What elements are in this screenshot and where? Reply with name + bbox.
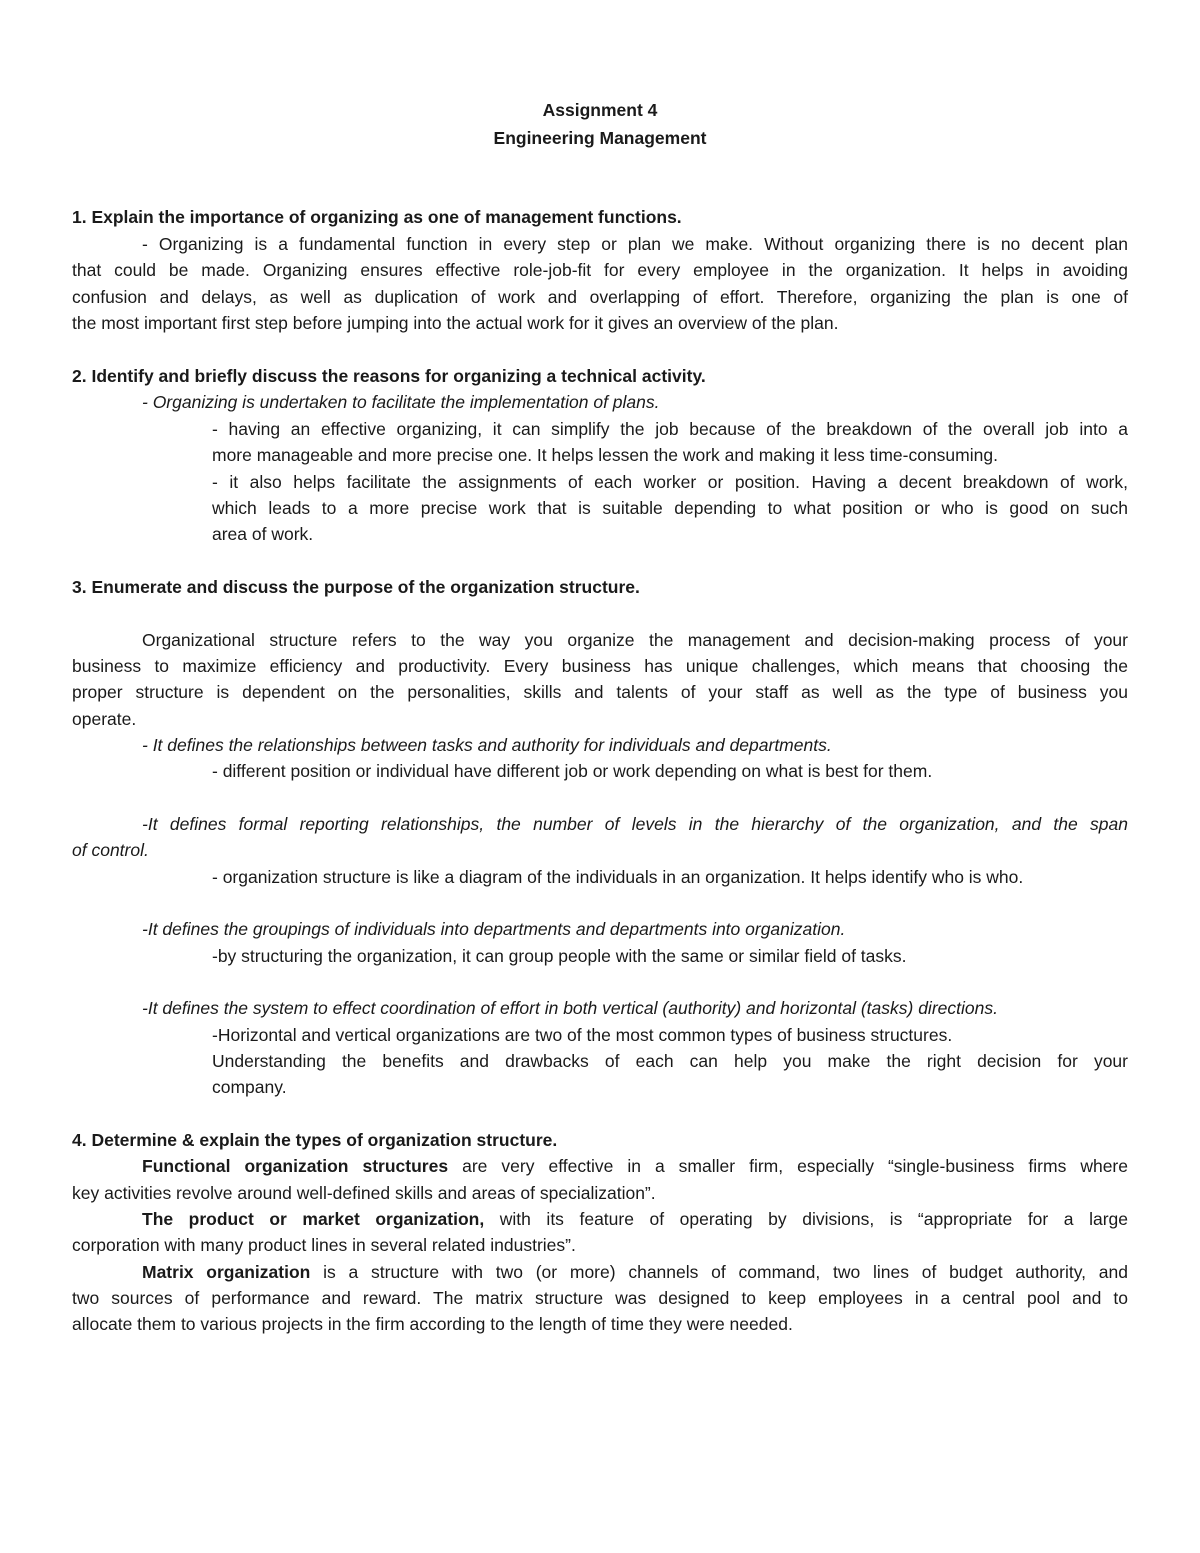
q4-functional-desc: are very effective in a smaller firm, especially “single-business firms where	[448, 1156, 1128, 1176]
q3-intro-line: business to maximize efficiency and productivity. Every business has unique challenges, which means that choosing the	[72, 656, 1128, 676]
q2-answer-line: - it also helps facilitate the assignments of each worker or position. Having a decent breakdown of work,	[212, 472, 1128, 492]
q3-point-4-line: -Horizontal and vertical organizations are two of the most common types of business structures.	[212, 1025, 953, 1045]
question-1: 1. Explain the importance of organizing as one of management functions.	[72, 207, 682, 227]
document-subtitle: Engineering Management	[493, 128, 707, 148]
q3-point-1-text: - different position or individual have different job or work depending on what is best for them.	[212, 761, 933, 781]
q3-intro-line: Organizational structure refers to the way you organize the management and decision-making process of your	[142, 630, 1128, 650]
document-title: Assignment 4	[542, 100, 658, 120]
q3-point-4-line: company.	[212, 1077, 287, 1097]
q3-point-3-italic: -It defines the groupings of individuals into departments and departments into organization.	[142, 919, 846, 939]
q4-functional-line	[142, 1153, 1128, 1179]
q4-functional-line-cont: key activities revolve around well-defined skills and areas of specialization”.	[72, 1183, 656, 1203]
q3-intro-line: proper structure is dependent on the personalities, skills and talents of your staff as well as the type of business you	[72, 682, 1128, 702]
q4-matrix-line-cont: two sources of performance and reward. The matrix structure was designed to keep employees in a central pool and to	[72, 1288, 1128, 1308]
q4-product-term: The product or market organization,	[142, 1209, 485, 1229]
q3-point-1-italic: - It defines the relationships between tasks and authority for individuals and departments.	[142, 735, 832, 755]
q2-answer-line: which leads to a more precise work that is suitable depending to what position or who is good on such	[212, 498, 1128, 518]
q3-point-2-text: - organization structure is like a diagram of the individuals in an organization. It helps identify who is who.	[212, 867, 1024, 887]
q4-matrix-line-cont: allocate them to various projects in the firm according to the length of time they were needed.	[72, 1314, 793, 1334]
q4-product-line-cont: corporation with many product lines in several related industries”.	[72, 1235, 576, 1255]
q4-product-line	[142, 1206, 1128, 1232]
q2-answer-line: area of work.	[212, 524, 314, 544]
q4-product-desc: with its feature of operating by divisions, is “appropriate for a large	[484, 1209, 1128, 1229]
question-4: 4. Determine & explain the types of organization structure.	[72, 1130, 558, 1150]
q3-point-2-italic-cont: of control.	[72, 840, 149, 860]
question-2: 2. Identify and briefly discuss the reasons for organizing a technical activity.	[72, 366, 706, 386]
q1-answer-line: that could be made. Organizing ensures effective role-job-fit for every employee in the organization. It helps in avoiding	[72, 260, 1128, 280]
q2-italic-point: - Organizing is undertaken to facilitate the implementation of plans.	[142, 392, 660, 412]
q1-answer-line: confusion and delays, as well as duplication of work and overlapping of effort. Therefore, organizing the plan is one of	[72, 287, 1128, 307]
q4-matrix-term: Matrix organization	[142, 1262, 311, 1282]
q4-matrix-line	[142, 1259, 1128, 1285]
q3-intro-line: operate.	[72, 709, 137, 729]
q4-functional-term: Functional organization structures	[142, 1156, 449, 1176]
question-3: 3. Enumerate and discuss the purpose of the organization structure.	[72, 577, 640, 597]
q2-answer-line: more manageable and more precise one. It helps lessen the work and making it less time-consuming.	[212, 445, 998, 465]
q4-matrix-desc: is a structure with two (or more) channels of command, two lines of budget authority, and	[310, 1262, 1129, 1282]
q3-point-4-line: Understanding the benefits and drawbacks of each can help you make the right decision for your	[212, 1051, 1128, 1071]
q2-answer-line: - having an effective organizing, it can simplify the job because of the breakdown of the overall job into a	[212, 419, 1128, 439]
q1-answer-line: the most important first step before jumping into the actual work for it gives an overview of the plan.	[72, 313, 839, 333]
q3-point-4-italic: -It defines the system to effect coordination of effort in both vertical (authority) and horizontal (tasks) directions.	[142, 998, 998, 1018]
q3-point-2-italic: -It defines formal reporting relationships, the number of levels in the hierarchy of the organization, and the span	[142, 814, 1128, 834]
q3-point-3-text: -by structuring the organization, it can group people with the same or similar field of tasks.	[212, 946, 907, 966]
q1-answer-line: - Organizing is a fundamental function in every step or plan we make. Without organizing there is no decent plan	[142, 234, 1128, 254]
